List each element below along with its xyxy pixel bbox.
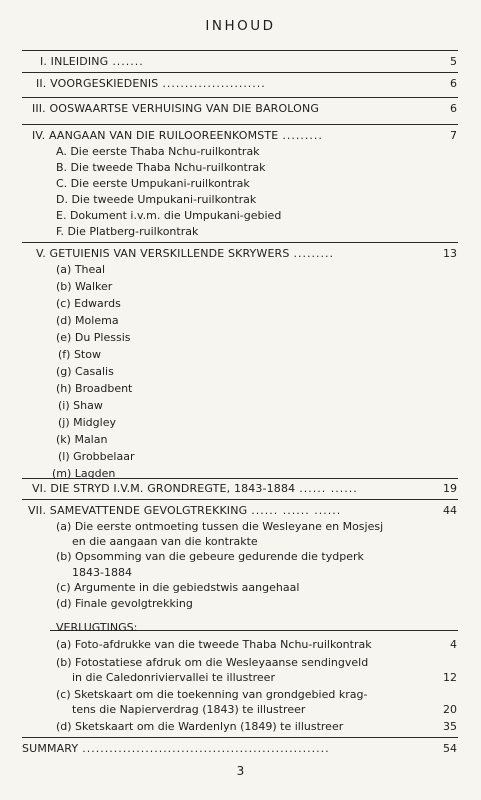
toc-sub-item: (c) Edwards (56, 297, 121, 310)
toc-page-illustration: 4 (450, 638, 457, 651)
toc-sub-item: (g) Casalis (56, 365, 114, 378)
toc-page-vii: 44 (443, 504, 457, 517)
toc-entry-vi: VI. DIE STRYD I.V.M. GRONDREGTE, 1843-1884 ...... ...... (32, 482, 358, 495)
divider (22, 124, 458, 125)
toc-entry-summary: SUMMARY ....................................................... (22, 742, 330, 755)
toc-sub-item: (k) Malan (56, 433, 108, 446)
toc-sub-item: F. Die Platberg-ruilkontrak (56, 225, 199, 238)
toc-sub-item: (a) Foto-afdrukke van die tweede Thaba Nchu-ruilkontrak (56, 638, 372, 651)
toc-sub-item: (a) Theal (56, 263, 106, 276)
toc-sub-item: (a) Die eerste ontmoeting tussen die Wesleyane en Mosjesj (56, 520, 384, 533)
toc-sub-item: (d) Sketskaart om die Wardenlyn (1849) te illustreer (56, 720, 344, 733)
toc-sub-item: A. Die eerste Thaba Nchu-ruilkontrak (56, 145, 260, 158)
toc-page-illustration: 12 (443, 671, 457, 684)
toc-page-iv: 7 (450, 129, 457, 142)
toc-entry-ii: II. VOORGESKIEDENIS ....................... (36, 77, 266, 90)
toc-sub-item: (d) Finale gevolgtrekking (56, 597, 193, 610)
divider (22, 499, 458, 500)
toc-sub-item: (c) Sketskaart om die toekenning van grondgebied krag- (56, 688, 368, 701)
toc-entry-i: I. INLEIDING ....... (40, 55, 144, 68)
toc-section-heading: VERLUGTINGS: (56, 621, 138, 634)
toc-entry-vii: VII. SAMEVATTENDE GEVOLGTREKKING ...... ...... ...... (28, 504, 342, 517)
toc-sub-item: tens die Napierverdrag (1843) te illustreer (72, 703, 306, 716)
page-number: 3 (236, 764, 245, 778)
toc-page-vi: 19 (443, 482, 457, 495)
toc-page-illustration: 20 (443, 703, 457, 716)
toc-sub-item: (m) Lagden (52, 467, 116, 480)
toc-entry-iv: IV. AANGAAN VAN DIE RUILOOREENKOMSTE ......... (32, 129, 323, 142)
toc-sub-item: (i) Shaw (58, 399, 103, 412)
toc-sub-item: (h) Broadbent (56, 382, 133, 395)
toc-sub-item: (b) Fotostatiese afdruk om die Wesleyaanse sendingveld (56, 656, 369, 669)
divider (22, 478, 458, 479)
toc-sub-item: (b) Walker (56, 280, 113, 293)
toc-entry-v: V. GETUIENIS VAN VERSKILLENDE SKRYWERS ......... (36, 247, 334, 260)
toc-sub-item: C. Die eerste Umpukani-ruilkontrak (56, 177, 250, 190)
toc-sub-item: 1843-1884 (72, 566, 132, 579)
toc-page-i: 5 (450, 55, 457, 68)
page-title: INHOUD (205, 18, 276, 34)
toc-entry-iii: III. OOSWAARTSE VERHUISING VAN DIE BAROLONG (32, 102, 320, 115)
toc-page-iii: 6 (450, 102, 457, 115)
toc-sub-item: (f) Stow (58, 348, 101, 361)
toc-sub-item: (d) Molema (56, 314, 119, 327)
toc-page-summary: 54 (443, 742, 457, 755)
toc-sub-item: B. Die tweede Thaba Nchu-ruilkontrak (56, 161, 266, 174)
toc-sub-item: (c) Argumente in die gebiedstwis aangehaal (56, 581, 300, 594)
toc-sub-item: (b) Opsomming van die gebeure gedurende die tydperk (56, 550, 364, 563)
toc-sub-item: (l) Grobbelaar (58, 450, 135, 463)
toc-page-illustration: 35 (443, 720, 457, 733)
toc-page-v: 13 (443, 247, 457, 260)
divider (22, 242, 458, 243)
toc-page-ii: 6 (450, 77, 457, 90)
divider (22, 737, 458, 738)
toc-sub-item: en die aangaan van die kontrakte (72, 535, 258, 548)
toc-sub-item: in die Caledonriviervallei te illustreer (72, 671, 275, 684)
toc-sub-item: (e) Du Plessis (56, 331, 131, 344)
toc-sub-item: D. Die tweede Umpukani-ruilkontrak (56, 193, 257, 206)
divider (22, 72, 458, 73)
toc-sub-item: (j) Midgley (58, 416, 116, 429)
toc-sub-item: E. Dokument i.v.m. die Umpukani-gebied (56, 209, 282, 222)
divider (22, 50, 458, 51)
divider (22, 97, 458, 98)
